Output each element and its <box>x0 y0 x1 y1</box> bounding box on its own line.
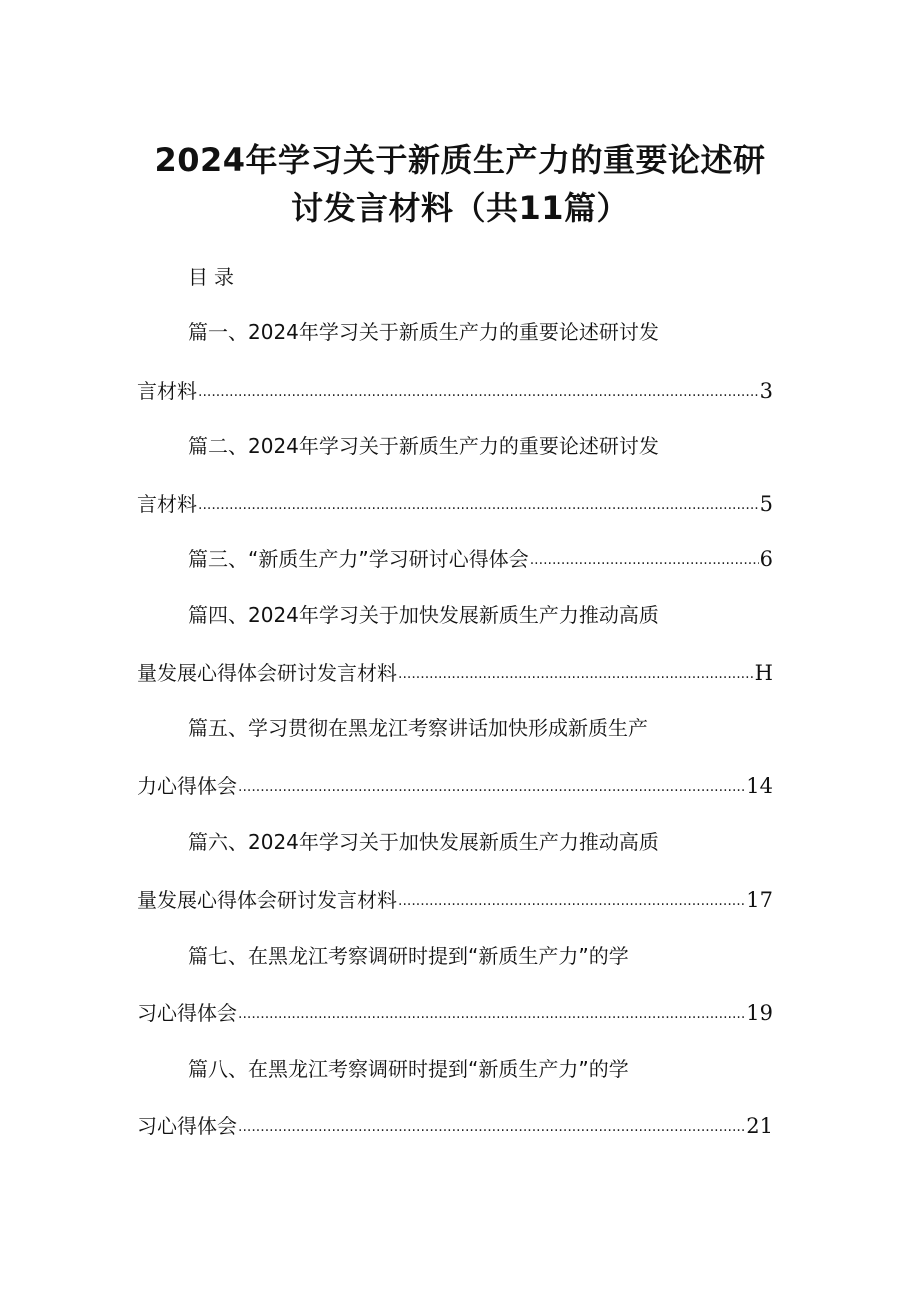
toc-entry-8-line-1[interactable]: 篇八、在黑龙江考察调研时提到“新质生产力”的学 <box>188 1057 629 1081</box>
toc-entry-text: 力心得体会 <box>137 774 237 798</box>
document-title-line-2: 讨发言材料（共11篇） <box>290 189 630 227</box>
toc-entry-5-line-2[interactable] <box>137 772 773 803</box>
toc-entry-4-line-1[interactable]: 篇四、2024年学习关于加快发展新质生产力推动高质 <box>188 603 659 627</box>
toc-entry-7-line-2[interactable] <box>137 999 773 1030</box>
dot-leader <box>198 491 759 519</box>
toc-entry-6-line-1[interactable]: 篇六、2024年学习关于加快发展新质生产力推动高质 <box>188 830 659 854</box>
dot-leader <box>530 546 759 574</box>
dot-leader <box>238 773 745 801</box>
toc-entry-text: 习心得体会 <box>137 1001 237 1025</box>
dot-leader <box>198 378 759 406</box>
toc-page-number: 5 <box>759 492 773 516</box>
dot-leader <box>398 660 754 688</box>
toc-entry-3[interactable] <box>188 545 773 576</box>
toc-entry-text: 言材料 <box>137 379 197 403</box>
toc-page-number: H <box>754 661 773 685</box>
toc-page-number: 17 <box>746 888 773 912</box>
toc-page-number: 19 <box>746 1001 773 1025</box>
toc-page-number: 14 <box>746 774 773 798</box>
toc-entry-1-line-1[interactable]: 篇一、2024年学习关于新质生产力的重要论述研讨发 <box>188 320 659 344</box>
document-title-line-1: 2024年学习关于新质生产力的重要论述研 <box>154 141 766 179</box>
toc-entry-text: 习心得体会 <box>137 1114 237 1138</box>
toc-entry-2-line-1[interactable]: 篇二、2024年学习关于新质生产力的重要论述研讨发 <box>188 434 659 458</box>
toc-entry-6-line-2[interactable] <box>137 886 773 917</box>
toc-entry-4-line-2[interactable] <box>137 659 773 690</box>
toc-entry-text: 篇三、“新质生产力”学习研讨心得体会 <box>188 547 529 571</box>
toc-heading: 目录 <box>188 265 240 289</box>
toc-page-number: 6 <box>759 547 773 571</box>
toc-page-number: 21 <box>746 1114 773 1138</box>
toc-page-number: 3 <box>759 379 773 403</box>
dot-leader <box>398 887 745 915</box>
toc-entry-text: 言材料 <box>137 492 197 516</box>
toc-entry-2-line-2[interactable] <box>137 490 773 521</box>
dot-leader <box>238 1113 745 1141</box>
toc-entry-8-line-2[interactable] <box>137 1112 773 1143</box>
toc-entry-text: 量发展心得体会研讨发言材料 <box>137 661 397 685</box>
toc-entry-5-line-1[interactable]: 篇五、学习贯彻在黑龙江考察讲话加快形成新质生产 <box>188 716 648 740</box>
toc-entry-text: 量发展心得体会研讨发言材料 <box>137 888 397 912</box>
dot-leader <box>238 1000 745 1028</box>
toc-entry-1-line-2[interactable] <box>137 377 773 408</box>
toc-entry-7-line-1[interactable]: 篇七、在黑龙江考察调研时提到“新质生产力”的学 <box>188 944 629 968</box>
